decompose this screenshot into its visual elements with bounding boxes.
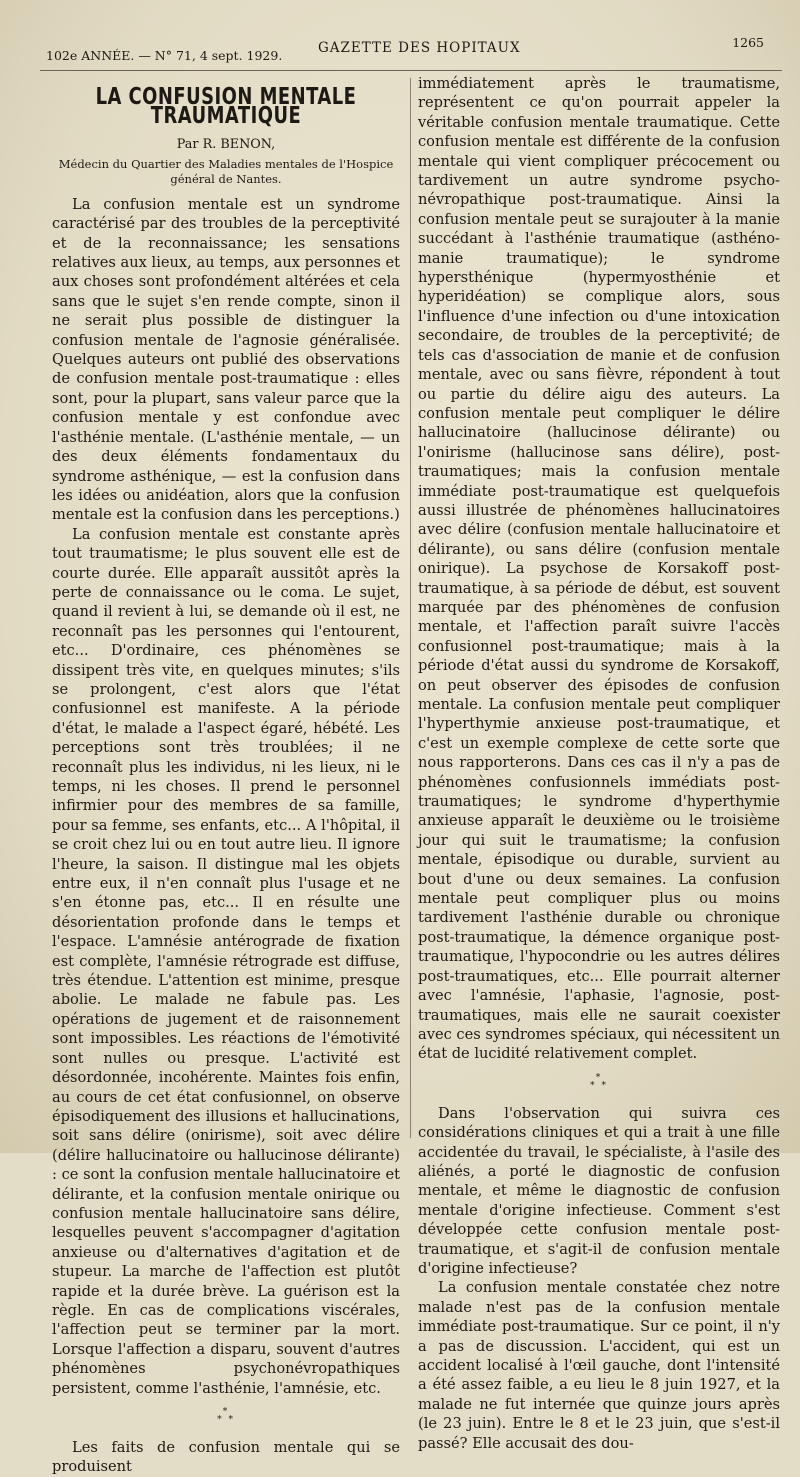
separator-star: * <box>595 1072 603 1083</box>
journal-title: GAZETTE DES HOPITAUX <box>318 40 521 56</box>
paragraph: La confusion mentale est un syndrome caractérisé par des troubles de la perceptivité et de la reconnaissance; les sensations relatives aux lieux, au temps, aux personnes et aux choses sont profondément altérées et cela sans que le sujet s'en rende compte, sinon il ne serait plus possible de distinguer la confusion mentale de l'agnosie généralisée. Quelques auteurs ont publié des observations de confusion mentale post-traumatique : elles sont, pour la plupart, sans valeur parce que la confusion mentale y est confondue avec l'asthénie mentale. (L'asthénie mentale, — un des deux éléments fondamentaux du syndrome asthénique, — est la confusion dans les idées ou anidéation, alors que la confusion mentale est la confusion dans les perceptions.) <box>52 195 400 524</box>
page-header <box>46 35 766 64</box>
author-affiliation: Médecin du Quartier des Maladies mentales de l'Hospice général de Nantes. <box>58 156 394 186</box>
paragraph: La confusion mentale est constante après tout traumatisme; le plus souvent elle est de courte durée. Elle apparaît aussitôt après la perte de connaissance ou le coma. Le sujet, quand il revient à lui, se demande où il est, ne reconnaît pas les personnes qui l'entourent, etc... D'ordinaire, ces phénomènes se dissipent très vite, en quelques minutes; s'ils se prolongent, c'est alors que l'état confusionnel est manifeste. A la période d'état, le malade a l'aspect égaré, hébété. Les perceptions sont très troublées; il ne reconnaît plus les individus, ni les lieux, ni le temps, ni les choses. Il prend le personnel infirmier pour des membres de sa famille, pour sa femme, ses enfants, etc... A l'hôpital, il se croit chez lui ou en tout autre lieu. Il ignore l'heure, la saison. Il distingue mal les objets entre eux, il n'en connaît plus l'usage et ne s'en étonne pas, etc... Il en résulte une désorientation profonde dans le temps et l'espace. L'amnésie antérograde de fixation est complète, l'amnésie rétrograde est diffuse, très étendue. L'attention est minime, presque abolie. Le malade ne fabule pas. Les opérations de jugement et de raisonnement sont impossibles. Les réactions de l'émotivité sont nulles ou presque. L'activité est désordonnée, incohérente. Maintes fois enfin, au cours de cet état confusionnel, on observe épisodiquement des illusions et hallucinations, soit sans délire (onirisme), soit avec délire (délire hallucinatoire ou hallucinose délirante) : ce sont la confusion mentale hallucinatoire et délirante, et la confusion mentale onirique ou confusion mentale hallucinatoire sans délire, lesquelles peuvent s'accompagner d'agitation anxieuse ou d'alternatives d'agitation et de stupeur. La marche de l'affection est plutôt rapide et la durée brève. La guérison est la règle. En cas de complications viscérales, l'affection peut se terminer par la mort. Lorsque l'affection a disparu, souvent d'autres phénomènes psychonévropathiques persistent, comme l'asthénie, l'amnésie, etc. <box>52 525 400 1397</box>
section-separator <box>418 1074 780 1090</box>
separator-star: * <box>228 1415 235 1425</box>
separator-star: * <box>601 1080 608 1091</box>
separator-star: * <box>590 1080 597 1091</box>
paragraph: Dans l'observation qui suivra ces considérations cliniques et qui a trait à une fille accidentée du travail, le spécialiste, à l'asile des aliénés, a porté le diagnostic de confusion mentale, et même le diagnostic de confusion mentale d'origine infectieuse. Comment s'est développée cette confusion mentale post-traumatique, et s'agit-il de confusion mentale d'origine infectieuse? <box>418 1104 780 1277</box>
separator-star: * <box>217 1415 224 1425</box>
paragraph: immédiatement après le traumatisme, représentent ce qu'on pourrait appeler la véritable confusion mentale traumatique. Cette confusion mentale est différente de la confusion mentale qui vient compliquer précocement ou tardivement un autre syndrome psycho-névropathique post-traumatique. Ainsi la confusion mentale peut se surajouter à la manie succédant à l'asthénie traumatique (asthéno-manie traumatique); le syndrome hypersthénique (hypermyosthénie et hyperidéation) se complique alors, sous l'influence d'une infection ou d'une intoxication secondaire, de troubles de la perceptivité; de tels cas d'association de manie et de confusion mentale, avec ou sans fièvre, répondent à tout ou partie du délire aigu des auteurs. La confusion mentale peut compliquer le délire hallucinatoire (hallucinose délirante) ou l'onirisme (hallucinose sans délire), post-traumatiques; mais la confusion mentale immédiate post-traumatique est quelquefois aussi illustrée de phénomènes hallucinatoires avec délire (confusion mentale hallucinatoire et délirante), ou sans délire (confusion mentale onirique). La psychose de Korsakoff post-traumatique, à sa période de début, est souvent marquée par des phénomènes de confusion mentale, et l'affection paraît suivre l'accès confusionnel post-traumatique; mais à la période d'état aussi du syndrome de Korsakoff, on peut observer des épisodes de confusion mentale. La confusion mentale peut compliquer l'hyperthymie anxieuse post-traumatique, et c'est un exemple complexe de cette sorte que nous rapporterons. Dans ces cas il n'y a pas de phénomènes confusionnels immédiats post-traumatiques; le syndrome d'hyperthymie anxieuse apparaît le deuxième ou le troisième jour qui suit le traumatisme; la confusion mentale, épisodique ou durable, survient au bout d'une ou deux semaines. La confusion mentale peut compliquer plus ou moins tardivement l'asthénie durable ou chronique post-traumatique, la démence organique post-traumatique, l'hypocondrie ou les autres délires post-traumatiques, etc... Elle pourrait alterner avec l'amnésie, l'aphasie, l'agnosie, post-traumatiques, mais elle ne saurait coexister avec ces syndromes spéciaux, qui nécessitent un état de lucidité relativement complet. <box>418 75 780 1063</box>
paragraph: La confusion mentale constatée chez notre malade n'est pas de la confusion mentale immédiate post-traumatique. Sur ce point, il n'y a pas de discussion. L'accident, qui est un accident localisé à l'œil gauche, dont l'intensité a été assez faible, a eu lieu le 8 juin 1927, et la malade ne fut internée que quinze jours après (le 23 juin). Entre le 8 et le 23 juin, que s'est-il passé? Elle accusait des dou- <box>418 1279 780 1452</box>
paragraph: Les faits de confusion mentale qui se produisent <box>52 1439 400 1476</box>
separator-star: * <box>222 1407 230 1417</box>
issue-info: 102e ANNÉE. — N° 71, 4 sept. 1929. <box>46 48 283 63</box>
header-rule <box>40 70 782 71</box>
author-byline: Par R. BENON, <box>176 136 276 152</box>
section-separator <box>52 1408 400 1424</box>
article-title: LA CONFUSION MENTALE TRAUMATIQUE <box>95 84 357 130</box>
page-number: 1265 <box>732 35 764 50</box>
right-column <box>418 74 780 1453</box>
left-column <box>52 84 400 1477</box>
column-divider <box>410 78 411 1138</box>
